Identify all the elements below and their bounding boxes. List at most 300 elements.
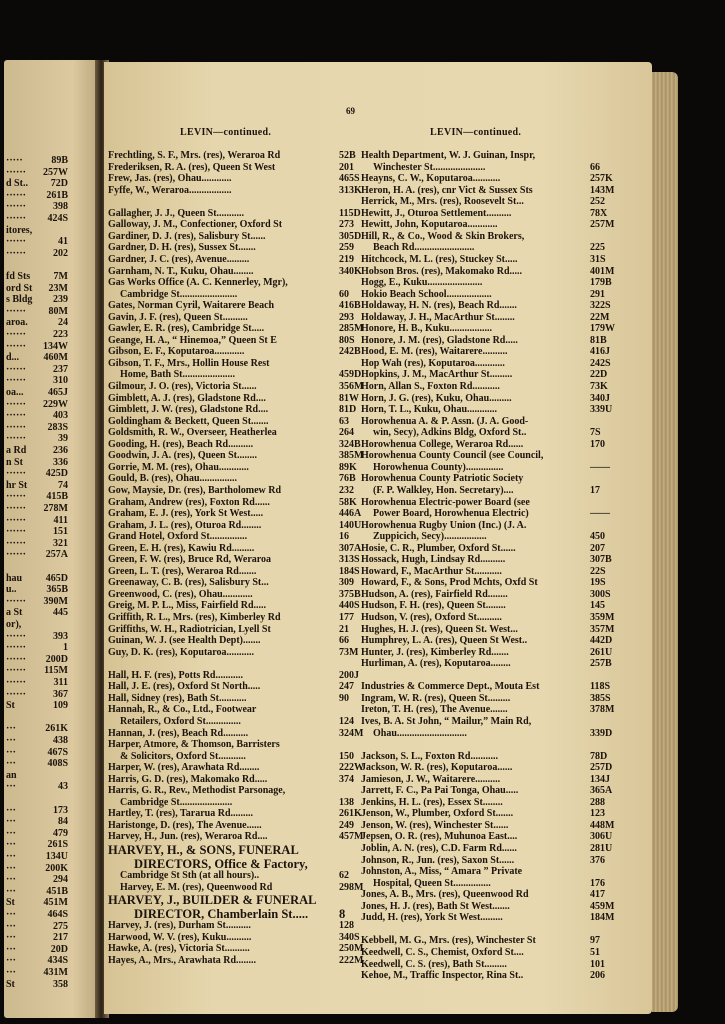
entry-phone: 257M [590, 219, 615, 231]
left-page-fragment [4, 503, 102, 515]
directory-entry [108, 496, 357, 509]
fragment-phone: 202 [53, 247, 68, 259]
entry-name: Gardiner, D. J. (res), Salisbury St...... [108, 230, 266, 242]
entry-phone: 8 [339, 906, 346, 921]
directory-entry [361, 450, 587, 462]
directory-entry [108, 519, 362, 532]
directory-entry [108, 954, 364, 967]
entry-phone: 150 [339, 750, 354, 762]
fragment-text: ······ [6, 247, 27, 259]
entry-name: Humphrey, L. A. (res), Queen St West.. [361, 635, 528, 647]
left-page-fragment [4, 236, 102, 248]
directory-entry [361, 184, 615, 197]
directory-entry [108, 773, 354, 786]
entry-name: Winchester St..................... [373, 161, 486, 173]
fragment-text: ··· [6, 955, 17, 967]
fragment-phone: 261S [47, 839, 68, 851]
fragment-text: ··· [6, 851, 17, 862]
entry-name: Hudson, A. (res), Fairfield Rd........ [361, 588, 508, 600]
fragment-text: ······ [6, 677, 27, 688]
fragment-text: ······ [6, 363, 27, 375]
entry-phone: 170 [590, 438, 605, 450]
directory-entry [361, 750, 608, 763]
directory-entry [361, 369, 608, 381]
fragment-phone: 134W [43, 340, 68, 352]
directory-entry [361, 796, 605, 809]
entry-phone: 81D [339, 404, 357, 416]
entry-phone: 22M [590, 311, 610, 323]
entry-phone: 339U [590, 404, 613, 416]
left-page-fragment [4, 793, 102, 805]
fragment-phone: 479 [53, 827, 68, 839]
entry-name: Hossack, Hugh, Lindsay Rd.......... [361, 554, 506, 566]
fragment-phone: 257A [45, 549, 68, 561]
entry-name: Gates, Norman Cyril, Waitarere Beach [108, 300, 275, 312]
entry-phone: 22S [590, 565, 606, 577]
directory-entry [361, 207, 608, 220]
fragment-phone: 173 [53, 804, 68, 816]
entry-phone: 58K [339, 496, 357, 508]
fragment-phone: 310 [53, 375, 68, 387]
fragment-phone: 115M [44, 665, 68, 677]
entry-name: Jackson, W. R. (res), Koputaroa...... [361, 762, 513, 774]
entry-name: Goodwin, J. A. (res), Queen St........ [108, 450, 257, 462]
entry-name: Horowhenua College, Weraroa Rd...... [361, 438, 524, 450]
entry-phone: 232 [339, 484, 354, 496]
entry-name: Jenkins, H. L. (res), Essex St........ [361, 796, 503, 808]
fragment-text: ··· [6, 874, 17, 886]
left-page-fragment [4, 364, 102, 376]
entry-name: Holdaway, J. H., MacArthur St........ [361, 311, 515, 323]
left-page-fragment [4, 654, 102, 666]
entry-phone: 340K [339, 265, 362, 277]
left-page-fragment [4, 399, 102, 411]
directory-entry [361, 681, 611, 693]
left-page-fragment [4, 955, 102, 967]
entry-phone: 247 [339, 681, 354, 693]
directory-entry [361, 924, 587, 936]
entry-phone: 124 [339, 715, 354, 727]
entry-phone: 184M [590, 912, 615, 924]
directory-entry [361, 692, 611, 705]
entry-phone: 417 [590, 889, 605, 901]
entry-phone: 375B [339, 588, 361, 600]
directory-entry [108, 588, 361, 601]
directory-entry [361, 323, 615, 335]
entry-name: Horn, Allan S., Foxton Rd........... [361, 381, 500, 392]
entry-phone: 440S [339, 600, 360, 612]
fragment-phone: 367 [53, 688, 68, 700]
fragment-phone: 431M [43, 967, 68, 978]
entry-name: HARVEY, H., & SONS, FUNERAL [108, 843, 299, 857]
directory-entry [361, 357, 611, 370]
fragment-text: u.. [6, 584, 17, 596]
entry-phone: 385S [590, 692, 611, 704]
directory-entry [108, 704, 336, 716]
entry-phone: 201 [339, 161, 354, 173]
directory-entry [361, 461, 610, 474]
left-page-fragment [4, 631, 102, 643]
entry-phone: 66 [339, 635, 349, 647]
fragment-phone: 278M [43, 503, 68, 514]
entry-phone: 115D [339, 207, 361, 219]
entry-phone: 17 [590, 484, 600, 496]
fragment-text: ······ [6, 421, 27, 433]
directory-entry [108, 943, 364, 955]
entry-phone: 200J [339, 669, 359, 681]
entry-name: Judd, H. (res), York St West......... [361, 912, 503, 924]
fragment-text: ······ [6, 630, 27, 642]
directory-entry [108, 404, 357, 416]
entry-name: Harwood, W. V. (res), Kuku.......... [108, 931, 252, 943]
entry-phone: 207 [590, 542, 605, 554]
directory-entry [361, 646, 613, 659]
left-page-fragment [4, 735, 102, 747]
entry-name: Garnham, N. T., Kuku, Ohau........ [108, 265, 254, 277]
entry-name: Gooding, H. (res), Beach Rd.......... [108, 438, 254, 450]
fragment-text: ··· [6, 758, 17, 770]
entry-name: (F. P. Walkley, Hon. Secretary).... [373, 484, 514, 496]
entry-name: Graham, J. L. (res), Oturoa Rd........ [108, 519, 262, 531]
entry-name: Harvey, E. M. (res), Queenwood Rd [120, 881, 273, 893]
directory-entry [108, 265, 362, 278]
fragment-phone: 7M [53, 271, 68, 282]
directory-entry [361, 762, 613, 774]
fragment-text: ··· [6, 827, 17, 839]
left-page-fragment [4, 700, 102, 712]
fragment-phone: 109 [53, 700, 68, 712]
left-page-fragment [4, 967, 102, 979]
directory-entry [108, 484, 354, 497]
entry-name: Frew, Jas. (res), Ohau............ [108, 173, 232, 185]
entry-name: Keedwell, C. S. (res), Bath St......... [361, 958, 507, 970]
directory-entry [361, 808, 605, 820]
entry-name: Green, L. T. (res), Weraroa Rd....... [108, 565, 257, 577]
entry-phone: 52B [339, 150, 356, 161]
entry-name: Harris, G. R., Rev., Methodist Parsonage, [108, 785, 286, 797]
entry-phone: 51 [590, 946, 600, 958]
directory-entry [108, 692, 349, 705]
directory-entry [108, 739, 336, 751]
left-page-fragment [4, 457, 102, 469]
directory-entry [108, 300, 361, 312]
entry-name: Howard, F., MacArthur St........... [361, 565, 502, 577]
entry-phone: 80S [339, 334, 355, 346]
fragment-phone: 41 [58, 236, 68, 248]
directory-entry [361, 253, 606, 266]
directory-entry [361, 565, 606, 578]
left-page-fragment [4, 828, 102, 840]
entry-phone: 442D [590, 635, 613, 647]
fragment-phone: 217 [53, 932, 68, 944]
entry-phone: 81B [590, 334, 607, 346]
directory-entry [361, 520, 587, 532]
entry-name: Cambridge St..................... [120, 796, 233, 808]
fragment-phone: 39 [58, 433, 68, 445]
directory-entry [108, 635, 349, 647]
directory-entry [361, 300, 611, 312]
directory-entry [108, 565, 360, 578]
entry-phone: 339D [590, 727, 613, 739]
entry-phone: 365A [590, 785, 613, 797]
left-page [4, 60, 102, 1018]
entry-phone: 285M [339, 323, 364, 335]
directory-entry [361, 381, 608, 393]
left-page-fragment [4, 155, 102, 167]
entry-phone: 300S [590, 588, 611, 600]
entry-name: win, Secy), Adkins Bldg, Oxford St.. [373, 427, 527, 439]
fragment-phone: 229W [43, 398, 68, 410]
entry-name: Holdaway, H. N. (res), Beach Rd....... [361, 300, 517, 312]
directory-entry [361, 346, 610, 358]
entry-name: Hogg, E., Kuku...................... [361, 277, 483, 289]
entry-phone: 324B [339, 438, 361, 450]
entry-name: Harper, Atmore, & Thomson, Barristers [108, 739, 280, 751]
fragment-text: ··· [6, 885, 17, 897]
directory-entry [108, 311, 354, 324]
directory-entry [361, 416, 587, 428]
entry-phone: 176 [590, 877, 605, 889]
entry-phone: 324M [339, 727, 364, 739]
directory-entry [108, 577, 354, 589]
left-page-fragment [4, 515, 102, 527]
entry-phone: 73K [590, 381, 608, 392]
entry-name: Hewitt, John, Koputaroa............ [361, 219, 498, 231]
left-page-fragment [4, 213, 102, 225]
fragment-text: s Bldg [6, 294, 33, 306]
fragment-text: ······ [6, 236, 27, 248]
directory-entry [108, 612, 354, 624]
entry-name: Guinan, W. J. (see Health Dept)....... [108, 635, 261, 647]
directory-entry [361, 946, 600, 959]
directory-entry [108, 392, 359, 405]
entry-name: Horn, J. G. (res), Kuku, Ohau......... [361, 392, 512, 404]
fragment-text: ······ [6, 189, 27, 201]
left-page-fragment [4, 341, 102, 353]
entry-phone: 357M [590, 623, 615, 635]
fragment-text: ······ [6, 491, 27, 503]
entry-name: Howard, F., & Sons, Prod Mchts, Oxfd St [361, 577, 538, 589]
directory-entry [361, 843, 613, 855]
directory-entry [108, 920, 354, 932]
directory-entry [361, 242, 605, 254]
left-page-fragment [4, 526, 102, 538]
entry-phone: 385M [339, 450, 364, 462]
entry-name: Horn, T. L., Kuku, Ohau............ [361, 404, 498, 416]
entry-name: Hannan, J. (res), Beach Rd.......... [108, 727, 249, 739]
directory-entry [108, 415, 349, 428]
entry-phone: 177 [339, 612, 354, 623]
entry-name: Hayes, A., Mrs., Arawhata Rd........ [108, 954, 257, 966]
fragment-phone: 275 [53, 920, 68, 932]
page-number: 69 [346, 106, 355, 116]
directory-entry [108, 334, 355, 347]
entry-name: Gardner, J. C. (res), Avenue......... [108, 253, 250, 265]
entry-name: Harvey, J. (res), Durham St.......... [108, 920, 251, 932]
directory-entry [108, 438, 361, 451]
entry-phone: 7S [590, 427, 601, 439]
entry-phone: 97 [590, 935, 600, 947]
fragment-text: ··· [6, 735, 17, 746]
entry-name: Gimblett, J. W. (res), Gladstone Rd.... [108, 404, 269, 416]
fragment-text: ··· [6, 816, 17, 828]
entry-name: Horowhenua County Patriotic Society [361, 473, 524, 485]
fragment-text: ······ [6, 688, 27, 700]
entry-phone: 306U [590, 831, 613, 843]
directory-entry [361, 438, 605, 451]
entry-phone: 448M [590, 819, 615, 831]
directory-entry [361, 658, 612, 670]
directory-entry [108, 450, 364, 462]
left-page-fragment [4, 689, 102, 701]
directory-entry [108, 762, 364, 774]
fragment-phone: 390M [43, 595, 68, 607]
fragment-phone: 261B [46, 189, 68, 201]
directory-entry [108, 358, 336, 370]
directory-entry [108, 554, 360, 566]
left-page-fragment [4, 619, 102, 631]
entry-name: Health Department, W. J. Guinan, Inspr, [361, 150, 536, 161]
entry-name: Haristonge, D. (res), The Avenue...... [108, 819, 262, 831]
fragment-phone: 365B [46, 584, 68, 596]
directory-entry [108, 508, 362, 520]
directory-entry [108, 785, 336, 797]
entry-name: Industries & Commerce Dept., Mouta Est [361, 681, 540, 693]
left-page-fragment [4, 480, 102, 492]
entry-phone: 307B [590, 554, 612, 566]
fragment-phone: 200D [45, 653, 68, 665]
left-page-fragment [4, 317, 102, 329]
entry-name: Jones, A. B., Mrs. (res), Queenwood Rd [361, 889, 529, 901]
entry-phone: 401M [590, 265, 615, 277]
directory-entry [361, 773, 610, 786]
entry-name: Horowhenua County)............... [373, 461, 504, 473]
entry-name: Harper, W. (res), Arawhata Rd........ [108, 762, 260, 774]
entry-phone: 340J [590, 392, 610, 404]
fragment-text: ··· [6, 862, 17, 874]
left-page-fragment [4, 573, 102, 585]
left-page-fragment [4, 851, 102, 863]
entry-name: Hill, R., & Co., Wood & Skin Brokers, [361, 230, 525, 242]
directory-entry [108, 623, 349, 636]
entry-phone: 62 [339, 870, 349, 881]
fragment-phone: 467S [47, 746, 68, 758]
entry-phone: 446A [339, 508, 362, 520]
fragment-phone: 411 [53, 514, 68, 526]
entry-name: Hood, E. M. (res), Waitarere.......... [361, 346, 508, 358]
directory-entry [361, 739, 587, 751]
fragment-text: ······ [6, 468, 27, 480]
fragment-phone: 261K [45, 723, 68, 735]
directory-entry [361, 150, 587, 162]
left-page-fragment [4, 816, 102, 828]
directory-entry [361, 635, 613, 647]
fragment-text: hau [6, 572, 23, 584]
directory-entry [361, 958, 605, 971]
left-page-fragment [4, 294, 102, 306]
directory-entry [108, 473, 356, 485]
entry-name: Retailers, Oxford St.............. [120, 715, 241, 727]
left-page-fragment [4, 665, 102, 677]
fragment-text: St [6, 978, 15, 990]
left-page-fragment [4, 375, 102, 387]
entry-phone: 21 [339, 623, 349, 635]
fragment-phone: 151 [53, 526, 68, 538]
entry-phone: 184S [339, 565, 360, 577]
entry-name: Greenaway, C. B. (res), Salisbury St... [108, 577, 269, 589]
fragment-text: ······ [6, 410, 27, 422]
entry-name: Power Board, Horowhenua Electric) [373, 508, 529, 520]
entry-phone: —— [590, 508, 610, 520]
fragment-phone: 434S [47, 955, 68, 967]
entry-name: Horowhenua Rugby Union (Inc.) (J. A. [361, 519, 527, 531]
entry-name: Gas Works Office (A. C. Kennerley, Mgr), [108, 277, 288, 289]
fragment-text: n St [6, 456, 23, 468]
left-page-fragment [4, 921, 102, 933]
entry-name: Gawler, E. R. (res), Cambridge St..... [108, 323, 265, 335]
fragment-text: ··· [6, 943, 17, 955]
entry-name: Hudson, F. H. (res), Queen St........ [361, 600, 506, 612]
entry-name: Kebbell, M. G., Mrs. (res), Winchester St [361, 935, 536, 947]
entry-phone: 257B [590, 658, 612, 670]
entry-phone: 225 [590, 242, 605, 254]
left-page-fragment [4, 422, 102, 434]
entry-name: Greenwood, C. (res), Ohau............ [108, 588, 253, 600]
directory-entry [361, 196, 605, 208]
fragment-text: ord St [6, 282, 33, 294]
entry-phone: 291 [590, 288, 605, 300]
directory-entry [108, 161, 354, 174]
directory-entry [361, 854, 605, 867]
directory-entry [361, 588, 611, 601]
entry-phone: 359M [590, 612, 615, 623]
entry-phone: 257D [590, 762, 613, 774]
fragment-phone: 460M [43, 352, 68, 364]
entry-name: Beach Rd........................ [373, 242, 475, 254]
fragment-phone: 451M [43, 897, 68, 909]
fragment-text: ······ [6, 549, 27, 561]
directory-entry [108, 150, 356, 162]
fragment-phone: 424S [47, 213, 68, 224]
directory-entry [108, 658, 336, 670]
entry-name: Jenson, W. (res), Winchester St...... [361, 819, 509, 831]
fragment-text: ··· [6, 723, 17, 735]
fragment-text: aroa. [6, 317, 28, 329]
left-page-fragment [4, 248, 102, 260]
left-page-fragment [4, 433, 102, 445]
entry-phone: 128 [339, 920, 354, 932]
fragment-phone: 311 [53, 677, 68, 688]
entry-phone: 273 [339, 219, 354, 231]
entry-phone: 459M [590, 900, 615, 912]
entry-phone: 123 [590, 808, 605, 820]
entry-name: Hewitt, J., Oturoa Settlement.......... [361, 207, 512, 219]
entry-phone: 242S [590, 357, 611, 369]
entry-phone: 138 [339, 796, 354, 808]
directory-entry [108, 323, 364, 335]
entry-name: Jones, H. J. (res), Bath St West....... [361, 900, 510, 912]
entry-phone: 19S [590, 577, 606, 589]
entry-phone: 374 [339, 773, 354, 785]
fragment-phone: 80M [48, 305, 68, 317]
entry-phone: 219 [339, 253, 354, 265]
directory-entry [108, 427, 354, 439]
fragment-phone: 84 [58, 816, 68, 828]
entry-name: Gallagher, J. J., Queen St........... [108, 207, 245, 219]
entry-name: Herrick, M., Mrs. (res), Roosevelt St... [361, 196, 524, 208]
left-page-fragment [4, 712, 102, 724]
directory-entry [361, 265, 615, 278]
